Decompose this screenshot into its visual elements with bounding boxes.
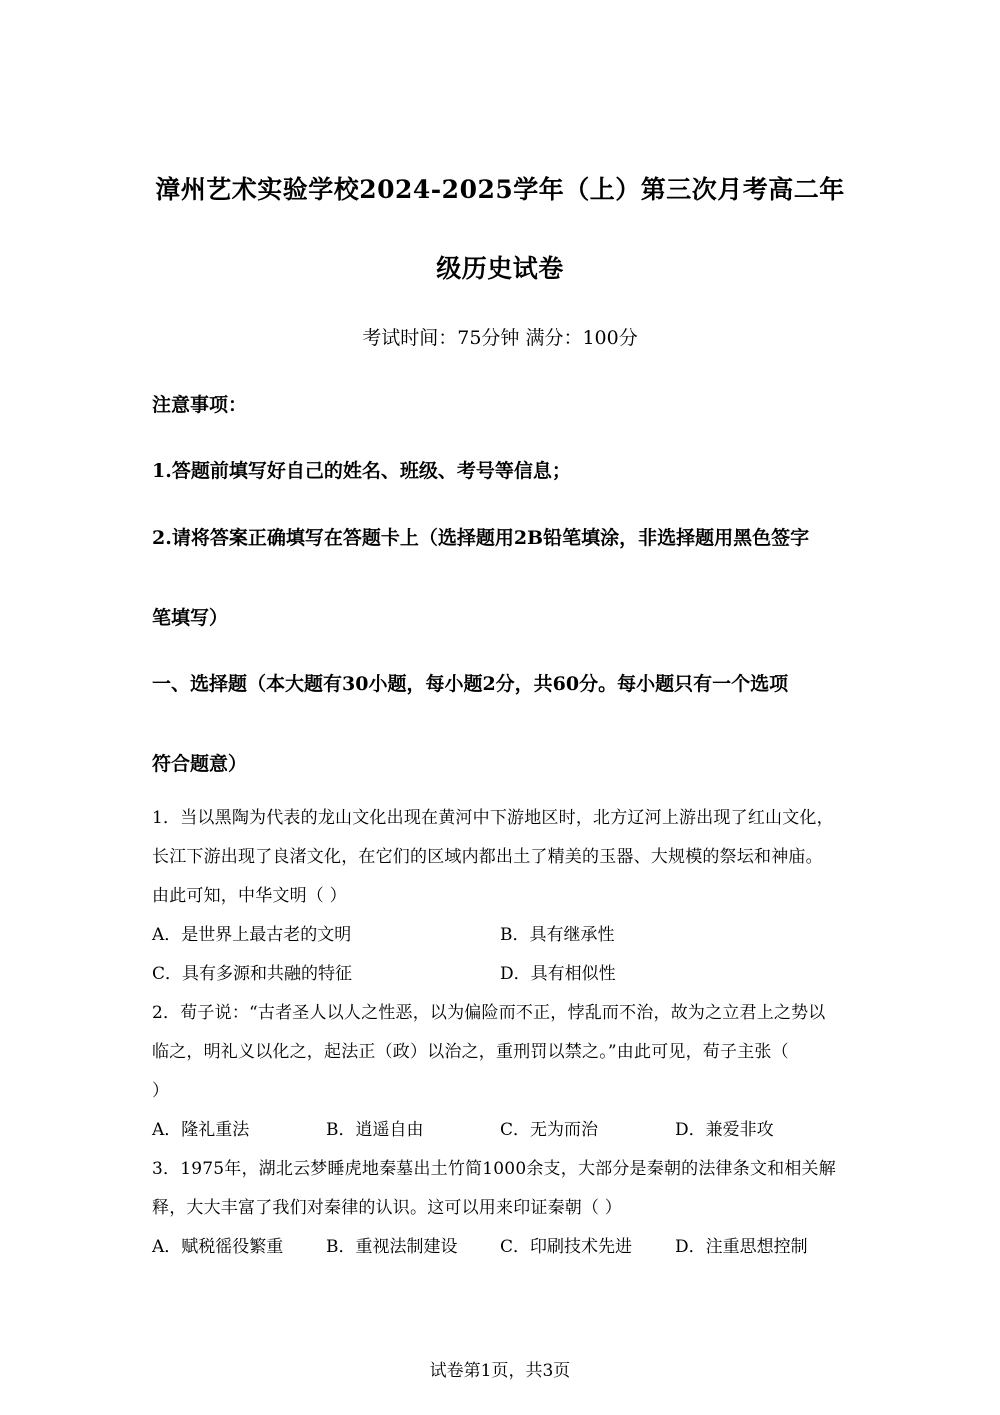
question-1-option-b: B．具有继承性 bbox=[500, 925, 615, 945]
question-2-option-d: D．兼爱非攻 bbox=[675, 1120, 774, 1140]
question-2-line3: ） bbox=[152, 1081, 170, 1101]
exam-title-line1: 漳州艺术实验学校2024-2025学年（上）第三次月考高二年 bbox=[155, 175, 845, 204]
question-3-line2: 释，大大丰富了我们对秦律的认识。这可以用来印证秦朝（ ） bbox=[152, 1198, 623, 1218]
notice-item-2-line2: 笔填写） bbox=[152, 607, 229, 629]
exam-title-line2: 级历史试卷 bbox=[436, 254, 564, 283]
question-1-option-a: A．是世界上最古老的文明 bbox=[152, 925, 352, 945]
question-1-option-d: D．具有相似性 bbox=[500, 964, 616, 984]
question-2-option-c: C．无为而治 bbox=[500, 1120, 599, 1140]
question-1-line3: 由此可知，中华文明（ ） bbox=[152, 886, 347, 906]
question-3-option-a: A．赋税徭役繁重 bbox=[152, 1237, 284, 1257]
question-3-line1: 3．1975年，湖北云梦睡虎地秦墓出土竹简1000余支，大部分是秦朝的法律条文和相关解 bbox=[152, 1159, 836, 1179]
notice-item-1: 1.答题前填写好自己的姓名、班级、考号等信息； bbox=[152, 460, 571, 482]
question-1-option-c: C．具有多源和共融的特征 bbox=[152, 964, 353, 984]
question-2-option-a: A．隆礼重法 bbox=[152, 1120, 250, 1140]
question-1-line2: 长江下游出现了良渚文化，在它们的区域内都出土了精美的玉器、大规模的祭坛和神庙。 bbox=[152, 847, 823, 867]
question-2-line1: 2．荀子说：“古者圣人以人之性恶，以为偏险而不正，悖乱而不治，故为之立君上之势以 bbox=[152, 1003, 826, 1023]
question-2-option-b: B．逍遥自由 bbox=[326, 1120, 424, 1140]
question-3-option-b: B．重视法制建设 bbox=[326, 1237, 458, 1257]
section1-heading-line1: 一、选择题（本大题有30小题，每小题2分，共60分。每小题只有一个选项 bbox=[152, 673, 789, 695]
question-1-line1: 1．当以黑陶为代表的龙山文化出现在黄河中下游地区时，北方辽河上游出现了红山文化， bbox=[152, 808, 834, 828]
question-3-option-d: D．注重思想控制 bbox=[675, 1237, 808, 1257]
question-3-option-c: C．印刷技术先进 bbox=[500, 1237, 633, 1257]
notice-heading: 注意事项： bbox=[152, 394, 248, 416]
section1-heading-line2: 符合题意） bbox=[152, 753, 248, 775]
exam-info: 考试时间：75分钟 满分：100分 bbox=[362, 327, 638, 349]
notice-item-2-line1: 2.请将答案正确填写在答题卡上（选择题用2B铅笔填涂，非选择题用黑色签字 bbox=[152, 527, 810, 549]
question-2-line2: 临之，明礼义以化之，起法正（政）以治之，重刑罚以禁之。”由此可见，荀子主张（ bbox=[152, 1042, 789, 1062]
page-footer: 试卷第1页，共3页 bbox=[429, 1361, 571, 1381]
